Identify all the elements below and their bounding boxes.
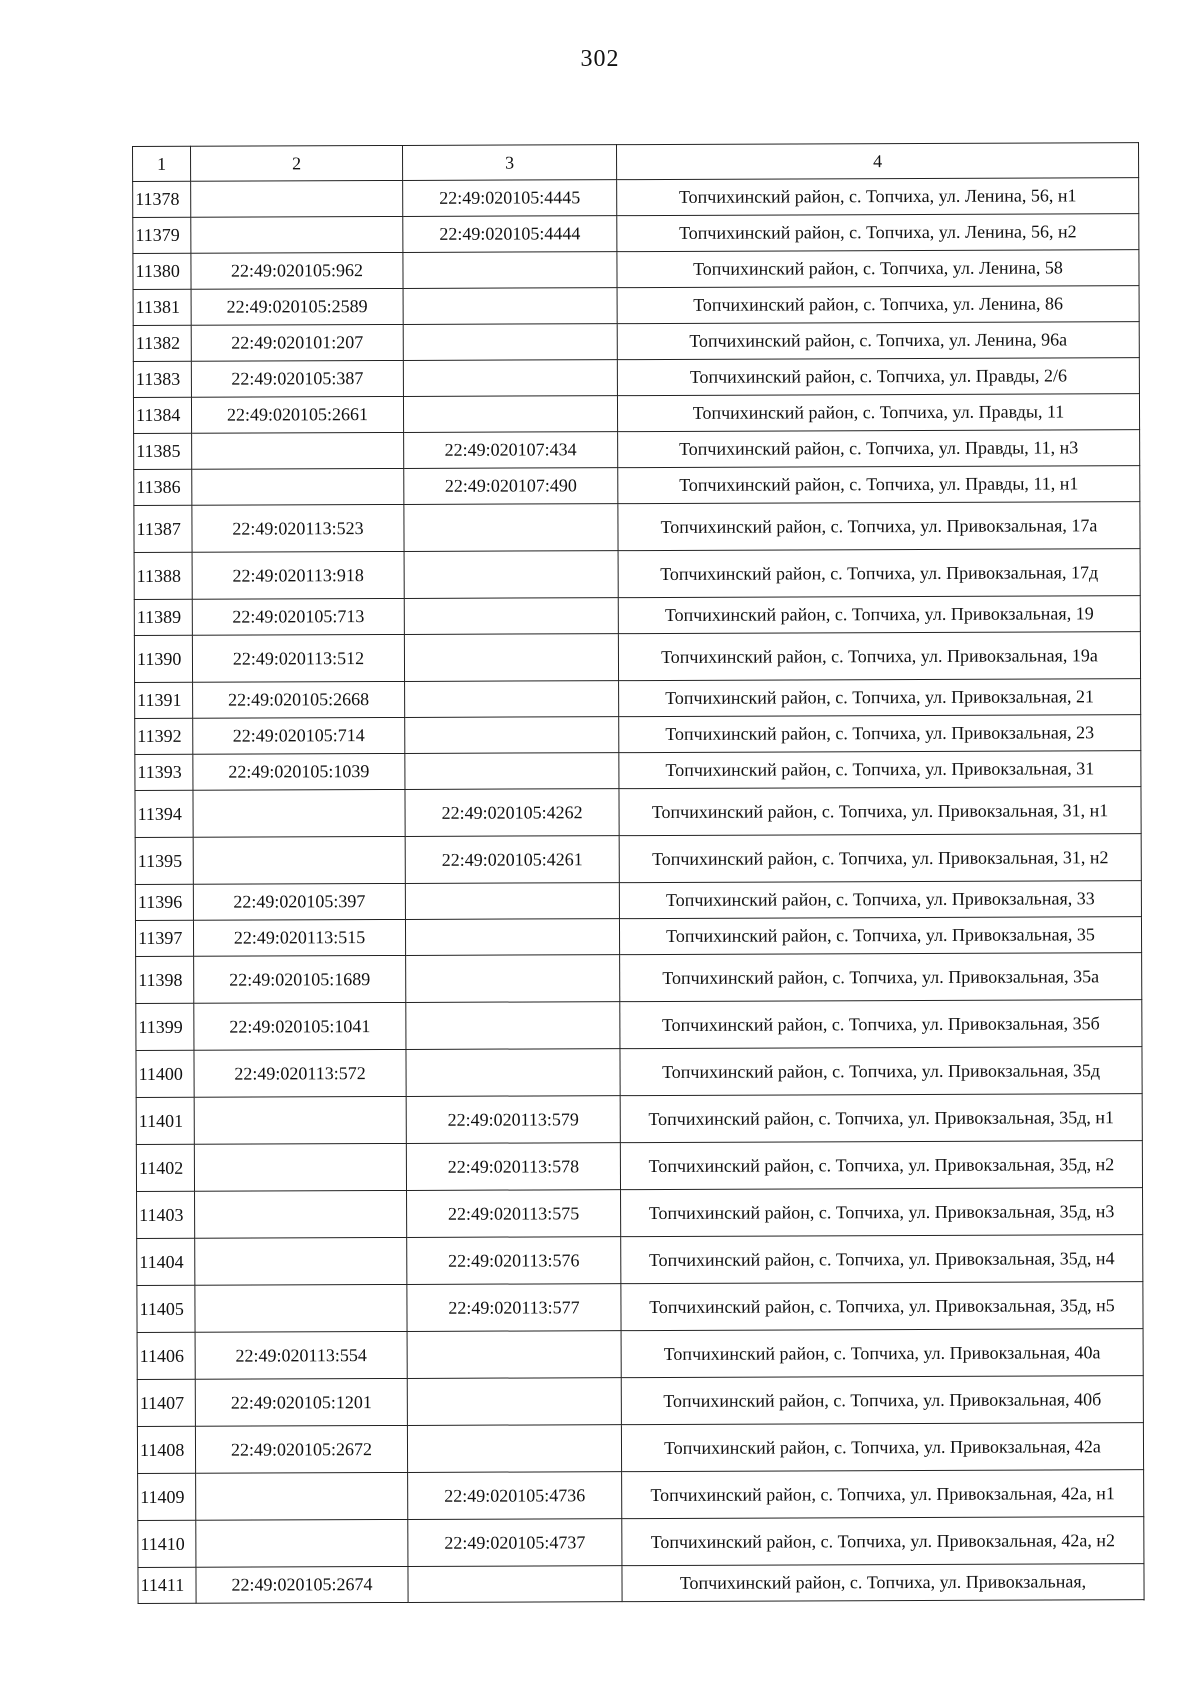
table-row: [138, 1470, 1144, 1521]
row-number: 11404: [137, 1238, 195, 1285]
header-row: [133, 143, 1139, 182]
cadastral-number-building: 22:49:020113:577: [407, 1284, 621, 1332]
row-number: 11378: [133, 181, 191, 217]
row-number: 11386: [134, 469, 192, 505]
table-row: [133, 286, 1139, 326]
table-row: [135, 787, 1141, 838]
row-number: 11390: [134, 635, 192, 682]
table-row: [136, 953, 1142, 1004]
cadastral-number-land: [194, 1096, 406, 1144]
row-number: 11395: [135, 837, 193, 884]
table-row: [136, 1047, 1142, 1098]
table-row: [137, 1329, 1143, 1380]
page-number: 302: [580, 46, 620, 72]
cadastral-number-building: [408, 1566, 622, 1603]
cadastral-number-land: 22:49:020105:1689: [194, 955, 406, 1003]
address-cell: Топчихинский район, с. Топчиха, ул. Привокзальная, 35б: [620, 1000, 1142, 1049]
row-number: 11409: [138, 1473, 196, 1520]
address-cell: Топчихинский район, с. Топчиха, ул. Привокзальная,: [622, 1564, 1144, 1602]
column-header-1: 1: [133, 146, 191, 181]
table-row: [134, 596, 1140, 636]
cadastral-number-building: 22:49:020105:4261: [405, 836, 619, 884]
row-number: 11383: [133, 361, 191, 397]
cadastral-number-building: [406, 1049, 620, 1097]
cadastral-number-land: 22:49:020105:1039: [193, 753, 405, 790]
registry-table: [132, 142, 1145, 1604]
row-number: 11391: [135, 682, 193, 718]
cadastral-number-building: [406, 955, 620, 1003]
table-row: [135, 751, 1141, 791]
table-row: [137, 1235, 1143, 1286]
address-cell: Топчихинский район, с. Топчиха, ул. Привокзальная, 35д, н3: [621, 1188, 1143, 1237]
cadastral-number-land: 22:49:020105:2661: [191, 396, 403, 433]
column-header-2: 2: [191, 145, 403, 181]
row-number: 11410: [138, 1520, 196, 1567]
row-number: 11400: [136, 1050, 194, 1097]
table-row: [137, 1282, 1143, 1333]
address-cell: Топчихинский район, с. Топчиха, ул. Привокзальная, 40б: [621, 1376, 1143, 1425]
address-cell: Топчихинский район, с. Топчиха, ул. Привокзальная, 42а: [621, 1423, 1143, 1472]
cadastral-number-land: 22:49:020105:1041: [194, 1002, 406, 1050]
address-cell: Топчихинский район, с. Топчиха, ул. Привокзальная, 35д, н2: [620, 1141, 1142, 1190]
cadastral-number-building: 22:49:020105:4445: [403, 180, 617, 217]
row-number: 11407: [137, 1379, 195, 1426]
address-cell: Топчихинский район, с. Топчиха, ул. Ленина, 56, н2: [617, 214, 1139, 252]
cadastral-number-building: 22:49:020113:576: [407, 1237, 621, 1285]
cadastral-number-building: [405, 681, 619, 718]
address-cell: Топчихинский район, с. Топчиха, ул. Ленина, 96а: [617, 322, 1139, 360]
address-cell: Топчихинский район, с. Топчиха, ул. Привокзальная, 17д: [618, 549, 1140, 598]
address-cell: Топчихинский район, с. Топчиха, ул. Привокзальная, 19: [618, 596, 1140, 634]
row-number: 11382: [133, 325, 191, 361]
address-cell: Топчихинский район, с. Топчиха, ул. Правды, 2/6: [617, 358, 1139, 396]
row-number: 11387: [134, 505, 192, 552]
cadastral-number-building: 22:49:020105:4737: [408, 1519, 622, 1567]
cadastral-number-building: [405, 753, 619, 790]
table-row: [136, 1141, 1142, 1192]
cadastral-number-land: [196, 1472, 408, 1520]
cadastral-number-building: 22:49:020107:434: [404, 432, 618, 469]
column-header-3: 3: [402, 145, 616, 181]
address-cell: Топчихинский район, с. Топчиха, ул. Привокзальная, 31, н2: [619, 834, 1141, 883]
cadastral-number-land: 22:49:020105:714: [193, 717, 405, 754]
table-row: [137, 1188, 1143, 1239]
row-number: 11380: [133, 253, 191, 289]
address-cell: Топчихинский район, с. Топчиха, ул. Привокзальная, 35д: [620, 1047, 1142, 1096]
cadastral-number-land: [192, 468, 404, 505]
row-number: 11379: [133, 217, 191, 253]
row-number: 11402: [136, 1144, 194, 1191]
address-cell: Топчихинский район, с. Топчиха, ул. Привокзальная, 35а: [620, 953, 1142, 1002]
table-row: [135, 917, 1141, 957]
address-cell: Топчихинский район, с. Топчиха, ул. Привокзальная, 31: [619, 751, 1141, 789]
table-row: [135, 834, 1141, 885]
row-number: 11393: [135, 754, 193, 790]
row-number: 11401: [136, 1097, 194, 1144]
table-row: [133, 250, 1139, 290]
table-row: [138, 1517, 1144, 1568]
table-row: [133, 178, 1139, 218]
row-number: 11408: [137, 1426, 195, 1473]
cadastral-number-land: 22:49:020105:387: [191, 360, 403, 397]
cadastral-number-land: [191, 180, 403, 217]
row-number: 11392: [135, 718, 193, 754]
address-cell: Топчихинский район, с. Топчиха, ул. Привокзальная, 42а, н2: [622, 1517, 1144, 1566]
cadastral-number-land: [193, 836, 405, 884]
cadastral-number-building: [404, 551, 618, 599]
cadastral-number-land: [193, 789, 405, 837]
row-number: 11398: [136, 956, 194, 1003]
table-row: [133, 394, 1139, 434]
row-number: 11394: [135, 790, 193, 837]
cadastral-number-land: 22:49:020105:2589: [191, 288, 403, 325]
address-cell: Топчихинский район, с. Топчиха, ул. Ленина, 58: [617, 250, 1139, 288]
cadastral-number-building: [406, 1002, 620, 1050]
address-cell: Топчихинский район, с. Топчиха, ул. Привокзальная, 42а, н1: [622, 1470, 1144, 1519]
address-cell: Топчихинский район, с. Топчиха, ул. Правды, 11, н3: [618, 430, 1140, 468]
cadastral-number-land: 22:49:020113:918: [192, 551, 404, 599]
address-cell: Топчихинский район, с. Топчиха, ул. Привокзальная, 33: [619, 881, 1141, 919]
address-cell: Топчихинский район, с. Топчиха, ул. Правды, 11: [617, 394, 1139, 432]
table-row: [136, 1094, 1142, 1145]
cadastral-number-building: [404, 634, 618, 682]
cadastral-number-building: [405, 717, 619, 754]
cadastral-number-land: 22:49:020113:523: [192, 504, 404, 552]
table-row: [134, 549, 1140, 600]
row-number: 11396: [135, 884, 193, 920]
cadastral-number-building: [407, 1378, 621, 1426]
table-row: [133, 358, 1139, 398]
cadastral-number-land: [195, 1284, 407, 1332]
cadastral-number-land: 22:49:020113:572: [194, 1049, 406, 1097]
cadastral-number-building: [405, 919, 619, 956]
row-number: 11406: [137, 1332, 195, 1379]
cadastral-number-building: 22:49:020105:4262: [405, 789, 619, 837]
address-cell: Топчихинский район, с. Топчиха, ул. Ленина, 56, н1: [617, 178, 1139, 216]
table-row: [133, 214, 1139, 254]
cadastral-number-land: [191, 216, 403, 253]
table-row: [137, 1376, 1143, 1427]
address-cell: Топчихинский район, с. Топчиха, ул. Правды, 11, н1: [618, 466, 1140, 504]
cadastral-number-land: 22:49:020113:515: [193, 919, 405, 956]
cadastral-number-building: [405, 883, 619, 920]
address-cell: Топчихинский район, с. Топчиха, ул. Привокзальная, 21: [619, 679, 1141, 717]
address-cell: Топчихинский район, с. Топчиха, ул. Привокзальная, 35д, н5: [621, 1282, 1143, 1331]
cadastral-number-land: 22:49:020101:207: [191, 324, 403, 361]
row-number: 11389: [134, 599, 192, 635]
table-row: [135, 679, 1141, 719]
row-number: 11385: [134, 433, 192, 469]
address-cell: Топчихинский район, с. Топчиха, ул. Привокзальная, 19а: [618, 632, 1140, 681]
address-cell: Топчихинский район, с. Топчиха, ул. Ленина, 86: [617, 286, 1139, 324]
cadastral-number-land: 22:49:020105:2674: [196, 1566, 408, 1603]
cadastral-number-building: [403, 396, 617, 433]
cadastral-number-land: [196, 1519, 408, 1567]
cadastral-number-building: 22:49:020105:4444: [403, 216, 617, 253]
cadastral-number-land: 22:49:020105:962: [191, 252, 403, 289]
table-row: [137, 1423, 1143, 1474]
cadastral-number-land: 22:49:020105:2672: [195, 1425, 407, 1473]
table-row: [133, 322, 1139, 362]
row-number: 11381: [133, 289, 191, 325]
row-number: 11403: [137, 1191, 195, 1238]
address-cell: Топчихинский район, с. Топчиха, ул. Привокзальная, 35д, н1: [620, 1094, 1142, 1143]
cadastral-number-land: 22:49:020105:713: [192, 598, 404, 635]
address-cell: Топчихинский район, с. Топчиха, ул. Привокзальная, 40а: [621, 1329, 1143, 1378]
address-cell: Топчихинский район, с. Топчиха, ул. Привокзальная, 35д, н4: [621, 1235, 1143, 1284]
address-cell: Топчихинский район, с. Топчиха, ул. Привокзальная, 35: [619, 917, 1141, 955]
cadastral-number-building: [403, 288, 617, 325]
cadastral-number-land: 22:49:020113:554: [195, 1331, 407, 1379]
cadastral-number-land: [194, 1143, 406, 1191]
cadastral-number-land: [195, 1237, 407, 1285]
cadastral-number-building: [404, 504, 618, 552]
cadastral-number-building: [403, 360, 617, 397]
cadastral-number-building: [407, 1331, 621, 1379]
cadastral-number-building: 22:49:020113:578: [406, 1143, 620, 1191]
column-header-4: 4: [616, 143, 1138, 180]
cadastral-number-building: 22:49:020113:579: [406, 1096, 620, 1144]
cadastral-number-building: 22:49:020107:490: [404, 468, 618, 505]
table-row: [138, 1564, 1144, 1604]
cadastral-number-building: [403, 324, 617, 361]
cadastral-number-land: [195, 1190, 407, 1238]
address-cell: Топчихинский район, с. Топчиха, ул. Привокзальная, 17а: [618, 502, 1140, 551]
table-row: [135, 715, 1141, 755]
table-row: [135, 881, 1141, 921]
table-row: [134, 466, 1140, 506]
cadastral-number-land: [192, 432, 404, 469]
table-row: [134, 502, 1140, 553]
cadastral-number-building: [407, 1425, 621, 1473]
cadastral-number-building: 22:49:020113:575: [407, 1190, 621, 1238]
table-row: [136, 1000, 1142, 1051]
row-number: 11384: [133, 397, 191, 433]
cadastral-number-land: 22:49:020105:397: [193, 883, 405, 920]
table-row: [134, 430, 1140, 470]
row-number: 11411: [138, 1567, 196, 1603]
cadastral-number-building: [404, 598, 618, 635]
cadastral-number-building: [403, 252, 617, 289]
cadastral-number-land: 22:49:020105:2668: [193, 681, 405, 718]
address-cell: Топчихинский район, с. Топчиха, ул. Привокзальная, 31, н1: [619, 787, 1141, 836]
row-number: 11399: [136, 1003, 194, 1050]
row-number: 11388: [134, 552, 192, 599]
cadastral-number-building: 22:49:020105:4736: [408, 1472, 622, 1520]
table-row: [134, 632, 1140, 683]
address-cell: Топчихинский район, с. Топчиха, ул. Привокзальная, 23: [619, 715, 1141, 753]
row-number: 11405: [137, 1285, 195, 1332]
cadastral-number-land: 22:49:020105:1201: [195, 1378, 407, 1426]
cadastral-number-land: 22:49:020113:512: [192, 634, 404, 682]
row-number: 11397: [135, 920, 193, 956]
